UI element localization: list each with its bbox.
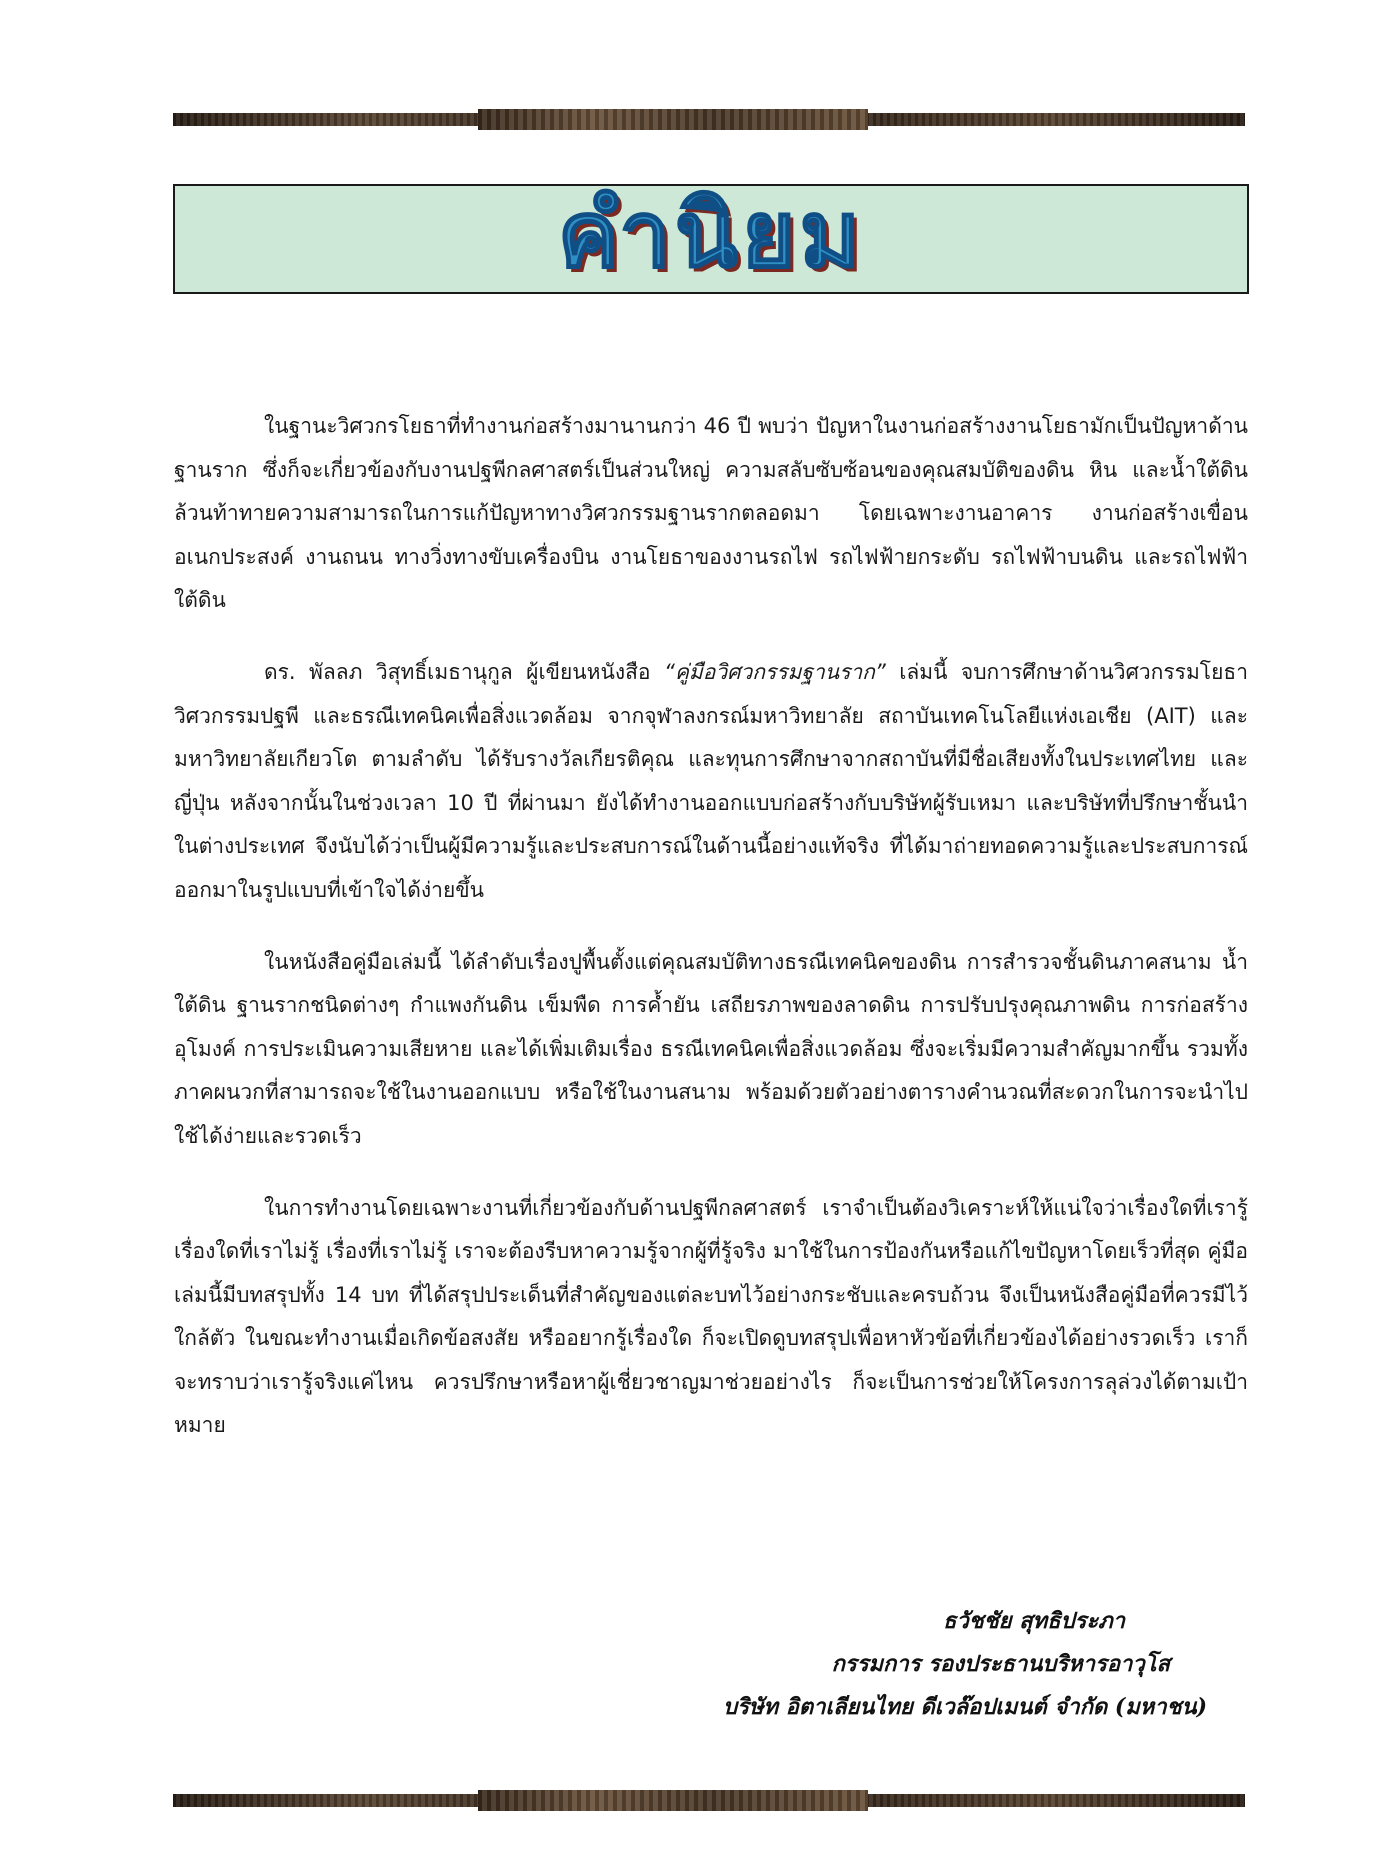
paragraph-3: ในหนังสือคู่มือเล่มนี้ ได้ลำดับเรื่องปูพื้นตั้งแต่คุณสมบัติทางธรณีเทคนิคของดิน การสำรวจชั้นดินภาคสนาม น้ำใต้ดิน ฐานรากชนิดต่างๆ กำแพงกันดิน เข็มพืด การค้ำยัน เสถียรภาพของลาดดิน การปรับปรุงคุณภาพดิน การก่อสร้างอุโมงค์ การประเมินความเสียหาย และได้เพิ่มเติมเรื่อง ธรณีเทคนิคเพื่อสิ่งแวดล้อม ซึ่งจะเริ่มมีความสำคัญมากขึ้น รวมทั้งภาคผนวกที่สามารถจะใช้ในงานออกแบบ หรือใช้ในงานสนาม พร้อมด้วยตัวอย่างตารางคำนวณที่สะดวกในการจะนำไปใช้ได้ง่ายและรวดเร็ว (174, 949, 1248, 1148)
bottom-decorative-rule (173, 1794, 1245, 1807)
title-banner (173, 181, 1249, 294)
paragraph-2 (174, 651, 1248, 913)
top-decorative-rule (173, 113, 1245, 126)
signer-company: บริษัท อิตาเลียนไทย ดีเวล๊อปเมนต์ จำกัด (มหาชน) (723, 1694, 1207, 1720)
paragraph-4: ในการทำงานโดยเฉพาะงานที่เกี่ยวข้องกับด้านปฐพีกลศาสตร์ เราจำเป็นต้องวิเคราะห์ให้แน่ใจว่าเรื่องใดที่เรารู้ เรื่องใดที่เราไม่รู้ เรื่องที่เราไม่รู้ เราจะต้องรีบหาความรู้จากผู้ที่รู้จริง มาใช้ในการป้องกันหรือแก้ไขปัญหาโดยเร็วที่สุด คู่มือเล่มนี้มีบทสรุปทั้ง 14 บท ที่ได้สรุปประเด็นที่สำคัญของแต่ละบทไว้อย่างกระชับและครบถ้วน จึงเป็นหนังสือคู่มือที่ควรมีไว้ใกล้ตัว ในขณะทำงานเมื่อเกิดข้อสงสัย หรืออยากรู้เรื่องใด ก็จะเปิดดูบทสรุปเพื่อหาหัวข้อที่เกี่ยวข้องได้อย่างรวดเร็ว เราก็จะทราบว่าเรารู้จริงแค่ไหน ควรปรึกษาหรือหาผู้เชี่ยวชาญมาช่วยอย่างไร ก็จะเป็นการช่วยให้โครงการลุล่วงได้ตามเป้าหมาย (174, 1195, 1248, 1438)
signer-position: กรรมการ รองประธานบริหารอาวุโส (831, 1651, 1170, 1677)
signer-name: ธวัชชัย สุทธิประภา (942, 1608, 1125, 1634)
bottom-rule-center-block (478, 1790, 868, 1811)
paragraph-1: ในฐานะวิศวกรโยธาที่ทำงานก่อสร้างมานานกว่า 46 ปี พบว่า ปัญหาในงานก่อสร้างงานโยธามักเป็นปัญหาด้านฐานราก ซึ่งก็จะเกี่ยวข้องกับงานปฐพีกลศาสตร์เป็นส่วนใหญ่ ความสลับซับซ้อนของคุณสมบัติของดิน หิน และน้ำใต้ดิน ล้วนท้าทายความสามารถในการแก้ปัญหาทางวิศวกรรมฐานรากตลอดมา โดยเฉพาะงานอาคาร งานก่อสร้างเขื่อนอเนกประสงค์ งานถนน ทางวิ่งทางขับเครื่องบิน งานโยธาของงานรถไฟ รถไฟฟ้ายกระดับ รถไฟฟ้าบนดิน และรถไฟฟ้าใต้ดิน (174, 414, 1248, 613)
top-rule-center-block (478, 109, 868, 130)
page-title: คำนิยม (557, 181, 865, 288)
book-title: “คู่มือวิศวกรรมฐานราก” (663, 659, 886, 684)
foreword-body (174, 405, 1248, 1476)
paragraph-2-rest: เล่มนี้ จบการศึกษาด้านวิศวกรรมโยธา วิศวกรรมปฐพี และธรณีเทคนิคเพื่อสิ่งแวดล้อม จากจุฬาลงกรณ์มหาวิทยาลัย สถาบันเทคโนโลยีแห่งเอเชีย (AIT) และมหาวิทยาลัยเกียวโต ตามลำดับ ได้รับรางวัลเกียรติคุณ และทุนการศึกษาจากสถาบันที่มีชื่อเสียงทั้งในประเทศไทย และญี่ปุ่น หลังจากนั้นในช่วงเวลา 10 ปี ที่ผ่านมา ยังได้ทำงานออกแบบก่อสร้างกับบริษัทผู้รับเหมา และบริษัทที่ปรึกษาชั้นนำในต่างประเทศ จึงนับได้ว่าเป็นผู้มีความรู้และประสบการณ์ในด้านนี้อย่างแท้จริง ที่ได้มาถ่ายทอดความรู้และประสบการณ์ออกมาในรูปแบบที่เข้าใจได้ง่ายขึ้น (174, 659, 1248, 902)
paragraph-2-intro: ดร. พัลลภ วิสุทธิ์เมธานุกูล ผู้เขียนหนังสือ (264, 659, 664, 684)
signature-block (723, 1600, 1207, 1729)
